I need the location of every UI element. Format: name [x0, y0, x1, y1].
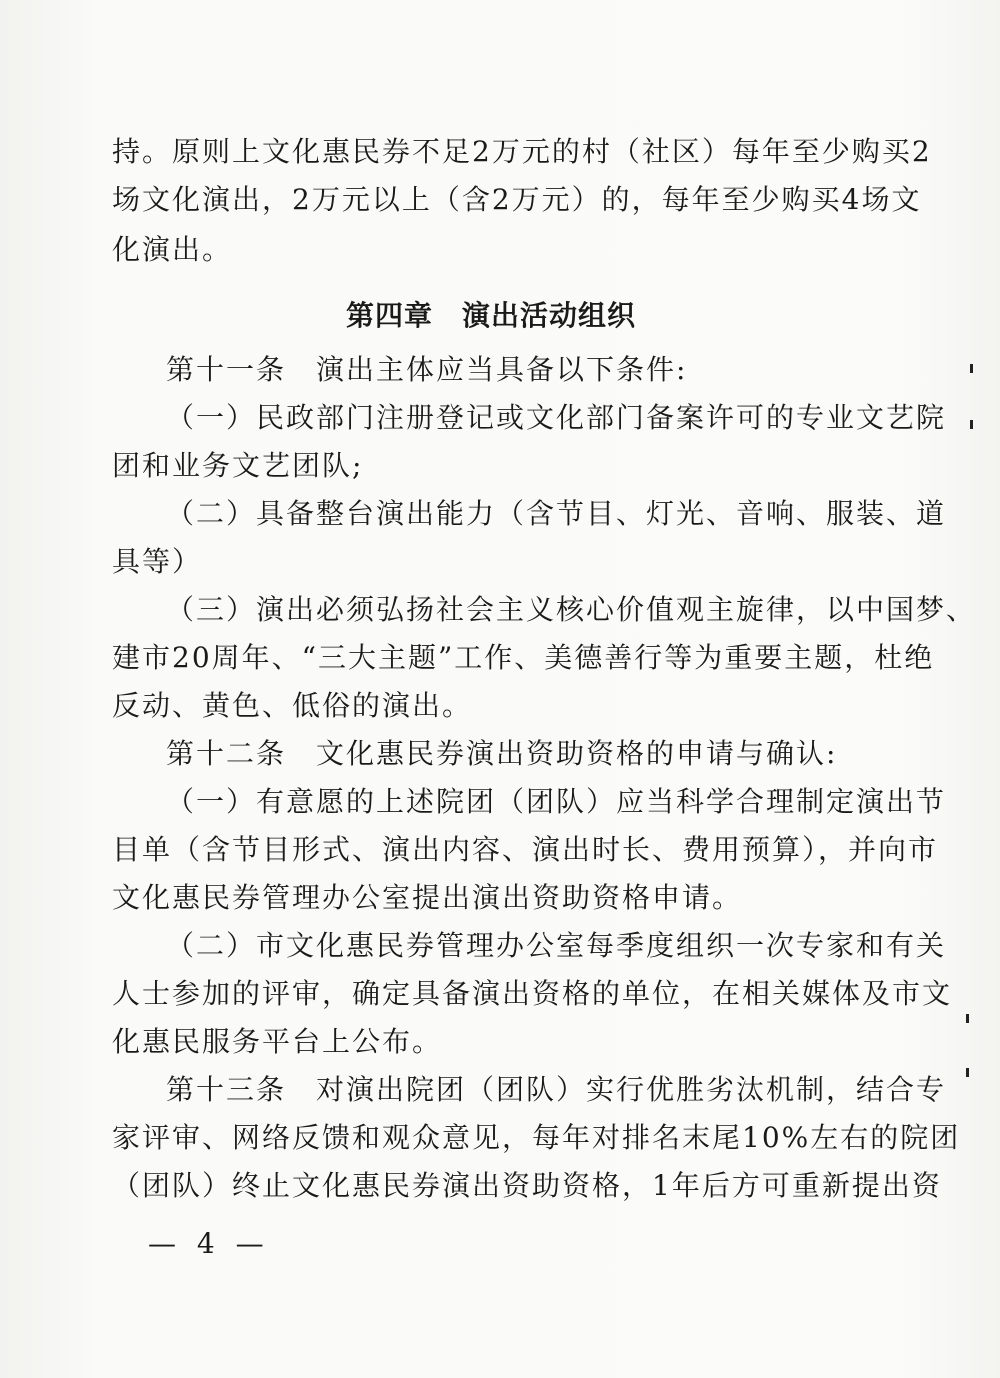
text-line: 目单（含节目形式、演出内容、演出时长、费用预算），并向市: [112, 833, 939, 866]
page-number: — 4 —: [148, 1227, 270, 1260]
text-line: 家评审、网络反馈和观众意见，每年对排名末尾10%左右的院团: [112, 1121, 961, 1154]
text-line: （团队）终止文化惠民券演出资助资格，1年后方可重新提出资: [112, 1169, 942, 1202]
binding-mark: [966, 1014, 969, 1023]
binding-mark: [970, 364, 973, 373]
text-line: （二）市文化惠民券管理办公室每季度组织一次专家和有关: [166, 929, 947, 962]
text-line: 团和业务文艺团队;: [112, 449, 364, 482]
text-line: 人士参加的评审，确定具备演出资格的单位，在相关媒体及市文: [112, 977, 953, 1010]
text-line: 文化惠民券管理办公室提出演出资助资格申请。: [112, 881, 743, 914]
text-line: 化惠民服务平台上公布。: [112, 1025, 443, 1058]
binding-mark: [970, 420, 973, 429]
text-line: （一）民政部门注册登记或文化部门备案许可的专业文艺院: [166, 401, 947, 434]
text-line: 化演出。: [112, 233, 233, 266]
text-line: （三）演出必须弘扬社会主义核心价值观主旋律，以中国梦、: [166, 593, 977, 626]
text-line: （二）具备整台演出能力（含节目、灯光、音响、服装、道: [166, 497, 947, 530]
text-line: 反动、黄色、低俗的演出。: [112, 689, 473, 722]
text-line: 建市20周年、“三大主题”工作、美德善行等为重要主题，杜绝: [112, 641, 935, 674]
article-heading-line: 第十三条 对演出院团（团队）实行优胜劣汰机制，结合专: [166, 1073, 947, 1106]
article-heading-line: 第十一条 演出主体应当具备以下条件:: [166, 353, 688, 386]
text-line: （一）有意愿的上述院团（团队）应当科学合理制定演出节: [166, 785, 947, 818]
binding-mark: [966, 1068, 969, 1077]
text-line: 场文化演出，2万元以上（含2万元）的，每年至少购买4场文: [112, 183, 922, 216]
chapter-heading: 第四章 演出活动组织: [346, 299, 637, 332]
text-line: 具等）: [112, 545, 203, 578]
text-line: 持。原则上文化惠民券不足2万元的村（社区）每年至少购买2: [112, 135, 932, 168]
article-heading-line: 第十二条 文化惠民券演出资助资格的申请与确认:: [166, 737, 838, 770]
